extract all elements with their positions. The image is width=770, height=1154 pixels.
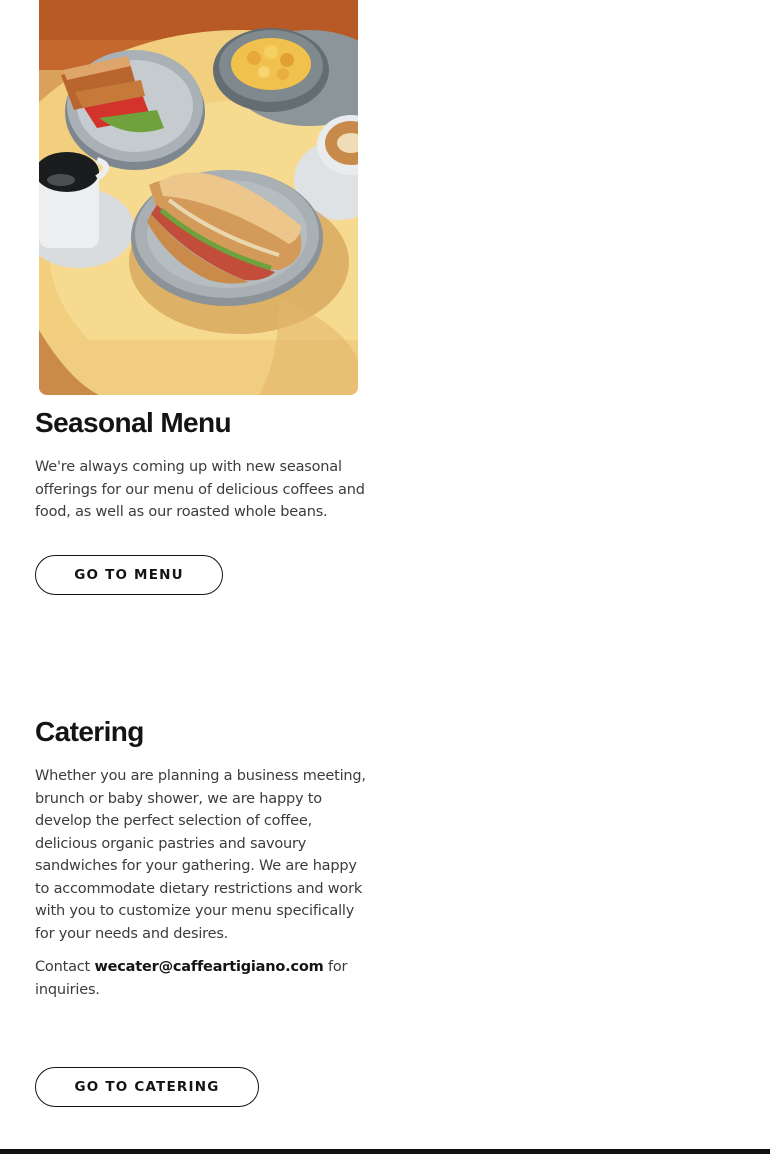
catering-description: Whether you are planning a business meeting, brunch or baby shower, we are happy to develop the perfect selection of coffee, delicious organic pastries and savoury sandwiches for your gathering. We are happy to accommodate dietary restrictions and work with you to customize your menu specifically for your needs and desires. [35, 768, 366, 942]
go-to-catering-button[interactable]: GO TO CATERING [35, 1067, 259, 1107]
catering-contact-text [35, 956, 375, 1001]
contact-prefix: Contact [35, 959, 91, 975]
seasonal-menu-heading: Seasonal Menu [35, 407, 232, 438]
seasonal-menu-description: We're always coming up with new seasonal offerings for our menu of delicious coffees and food, as well as our roasted whole beans. [35, 459, 365, 520]
catering-email-link[interactable]: wecater@caffeartigiano.com [94, 959, 324, 975]
seasonal-menu-photo [39, 0, 358, 395]
contact-suffix: for inquiries. [35, 959, 348, 998]
go-to-menu-button[interactable]: GO TO MENU [35, 555, 223, 595]
footer-divider [0, 1149, 770, 1154]
catering-heading: Catering [35, 716, 144, 747]
